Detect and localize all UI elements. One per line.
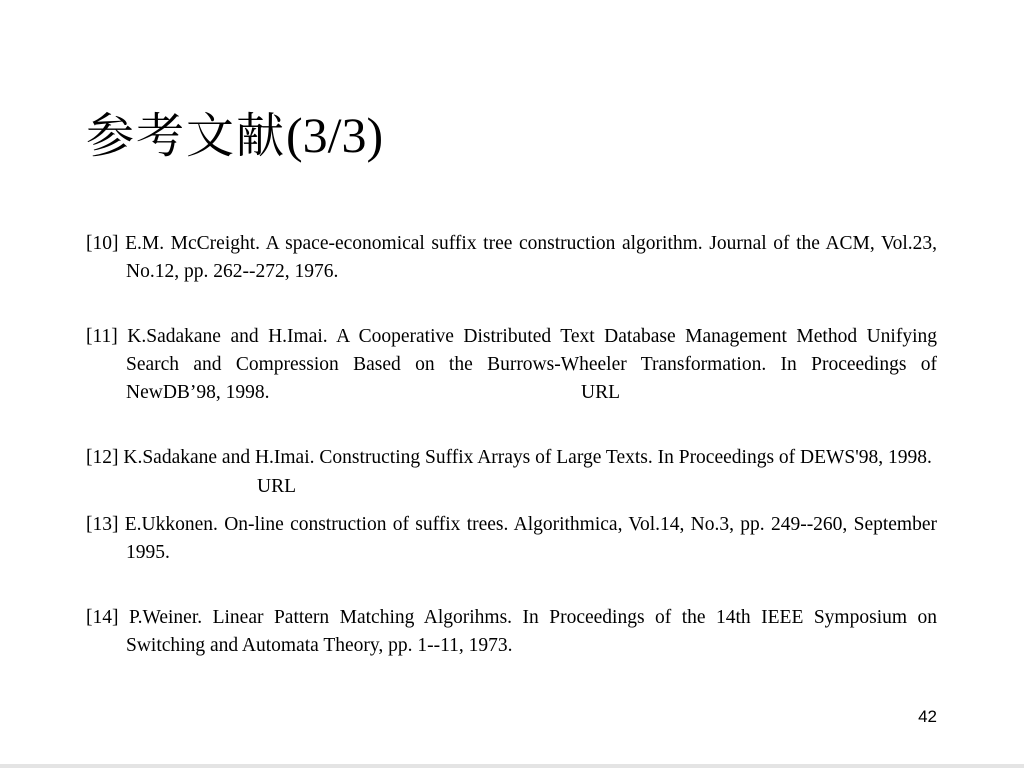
reference-text: [11] K.Sadakane and H.Imai. A Cooperative Distributed Text Database Management Method Unifying Search and Compression Based on the Burrows-Wheeler Transformation. In Proceedings of NewDB’98, 1998.	[86, 326, 937, 403]
bottom-divider	[0, 764, 1024, 768]
reference-item-11: [11] K.Sadakane and H.Imai. A Cooperative Distributed Text Database Management Method Unifying Search and Compression Based on the Burrows-Wheeler Transformation. In Proceedings of NewDB’98, 1998. URL	[86, 326, 937, 403]
reference-text: [12] K.Sadakane and H.Imai. Constructing Suffix Arrays of Large Texts. In Proceedings of DEWS'98, 1998.	[86, 447, 932, 468]
page-title	[86, 100, 383, 171]
reference-text: [13] E.Ukkonen. On-line construction of suffix trees. Algorithmica, Vol.14, No.3, pp. 249--260, September 1995.	[86, 514, 937, 563]
reference-text: [14] P.Weiner. Linear Pattern Matching Algorihms. In Proceedings of the 14th IEEE Symposium on Switching and Automata Theory, pp. 1--11, 1973.	[86, 607, 937, 656]
page-number: 42	[918, 707, 937, 726]
reference-list	[86, 230, 937, 697]
reference-item-14	[86, 604, 937, 660]
title-page-range: (3/3)	[286, 107, 384, 163]
reference-item-10	[86, 230, 937, 286]
reference-item-12: [12] K.Sadakane and H.Imai. Constructing Suffix Arrays of Large Texts. In Proceedings of DEWS'98, 1998. URL	[86, 447, 932, 497]
title-cjk: 参考文献	[86, 108, 287, 164]
reference-item-13	[86, 511, 937, 567]
reference-text: [10] E.M. McCreight. A space-economical suffix tree construction algorithm. Journal of the ACM, Vol.23, No.12, pp. 262--272, 1976.	[86, 233, 937, 282]
